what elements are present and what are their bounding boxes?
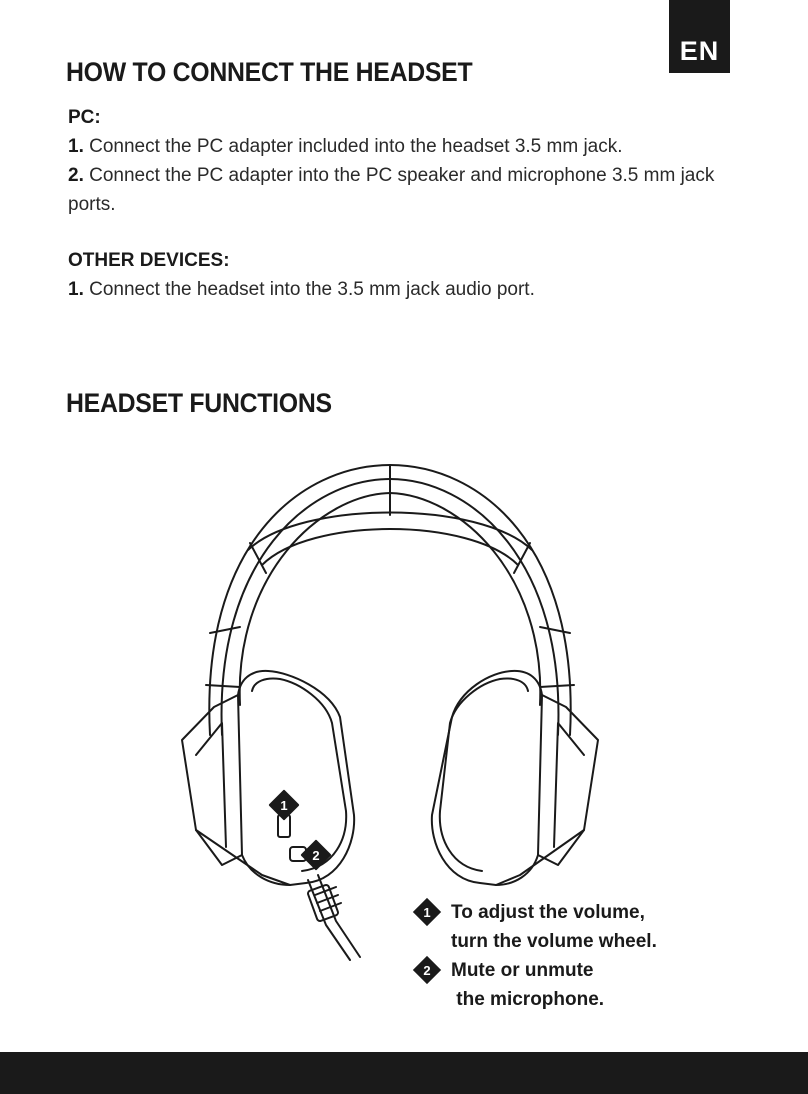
headset-illustration xyxy=(170,455,610,965)
pc-step xyxy=(68,132,758,161)
step-number: 1. xyxy=(68,136,84,157)
step-number: 2. xyxy=(68,165,84,186)
right-earcup xyxy=(432,671,598,885)
legend-item xyxy=(413,898,713,956)
pc-step xyxy=(68,161,758,219)
badge-icon xyxy=(413,956,441,984)
badge-number: 1 xyxy=(423,904,431,920)
other-step xyxy=(68,275,758,304)
legend-text-line: turn the volume wheel. xyxy=(451,931,657,952)
footer-bar xyxy=(0,1052,808,1094)
badge-marker-2 xyxy=(302,841,330,869)
other-devices-instructions xyxy=(68,246,758,304)
other-devices-label: OTHER DEVICES: xyxy=(68,250,230,271)
legend-item xyxy=(413,956,713,1014)
functions-heading: HEADSET FUNCTIONS xyxy=(66,388,332,418)
connect-heading: HOW TO CONNECT THE HEADSET xyxy=(66,57,473,87)
badge-icon xyxy=(413,898,441,926)
legend-text-line: To adjust the volume, xyxy=(451,902,645,923)
audio-cable xyxy=(307,875,360,960)
step-number: 1. xyxy=(68,279,84,300)
badge-number: 1 xyxy=(280,798,288,813)
badge-number: 2 xyxy=(312,848,320,863)
step-text: Connect the PC adapter included into the headset 3.5 mm jack. xyxy=(83,136,623,157)
pc-label: PC: xyxy=(68,107,101,128)
legend-text-line: Mute or unmute xyxy=(451,960,594,981)
pc-instructions xyxy=(68,103,758,219)
language-tab: EN xyxy=(669,0,730,73)
step-text: Connect the PC adapter into the PC speaker and microphone 3.5 mm jack ports. xyxy=(68,165,715,215)
legend-text-line: the microphone. xyxy=(451,989,605,1010)
step-text: Connect the headset into the 3.5 mm jack audio port. xyxy=(83,279,535,300)
function-legend xyxy=(413,898,713,1014)
badge-marker-1 xyxy=(270,791,298,819)
headband xyxy=(206,465,574,735)
badge-number: 2 xyxy=(423,962,431,978)
